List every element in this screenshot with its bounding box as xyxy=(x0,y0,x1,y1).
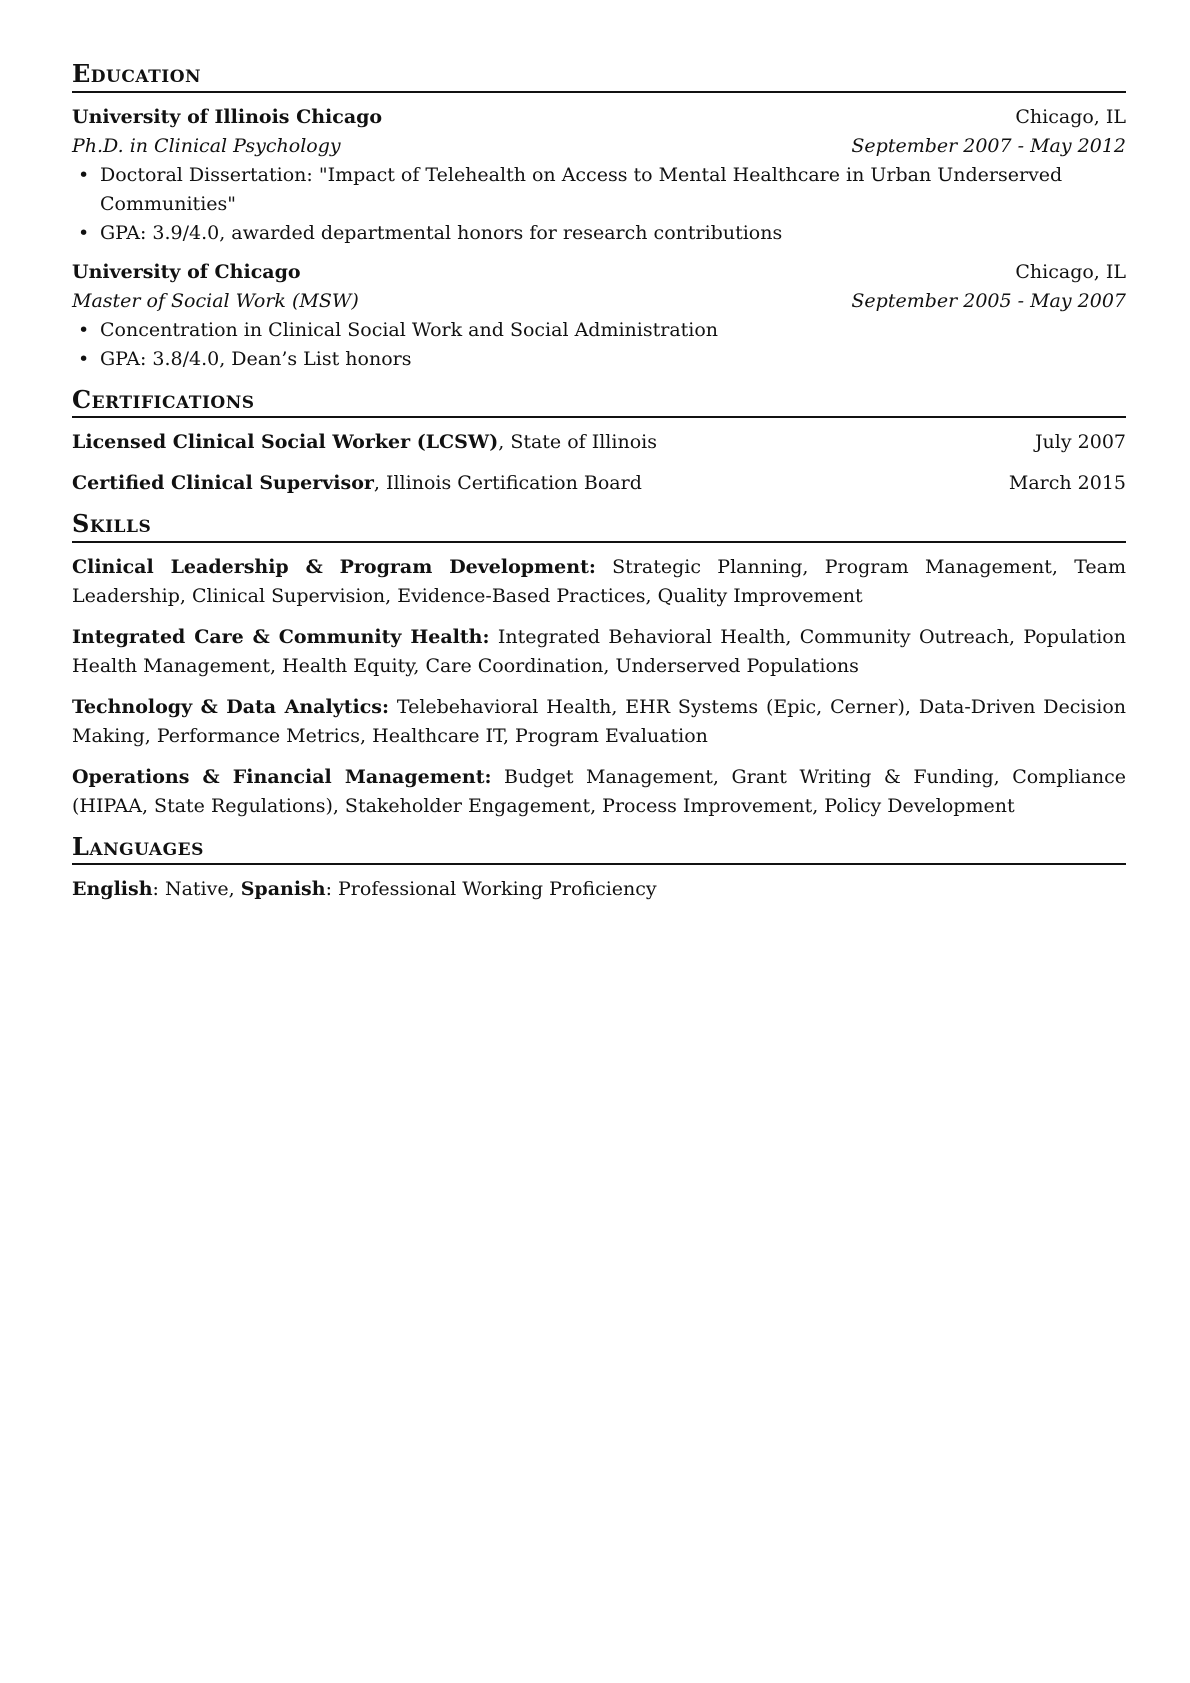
education-bullets xyxy=(72,161,1126,248)
skill-group-label: Integrated Care & Community Health: xyxy=(72,625,490,648)
skill-group xyxy=(72,693,1126,751)
skill-group-label: Clinical Leadership & Program Development: xyxy=(72,555,596,578)
list-item: • GPA: 3.8/4.0, Dean’s List honors xyxy=(100,345,1126,374)
certification-date: July 2007 xyxy=(1034,431,1126,454)
certification-row xyxy=(72,469,1126,498)
skill-group xyxy=(72,623,1126,681)
education-section xyxy=(72,60,1126,374)
skill-group-label: Technology & Data Analytics: xyxy=(72,695,389,718)
language-level: : Native, xyxy=(152,878,241,901)
institution-name: University of Illinois Chicago xyxy=(72,105,383,128)
institution-location: Chicago, IL xyxy=(1015,105,1126,128)
list-item: • Concentration in Clinical Social Work and Social Administration xyxy=(100,316,1126,345)
education-degree-row xyxy=(72,132,1126,161)
education-entry xyxy=(72,103,1126,248)
institution-location: Chicago, IL xyxy=(1015,260,1126,283)
section-title-certifications: Certifications xyxy=(72,386,1126,419)
education-header-row xyxy=(72,103,1126,132)
skill-group-text: Telebehavioral Health, EHR Systems (Epic, Cerner), Data-Driven Decision Making, Performance Metrics, Healthcare IT, Program Evaluation xyxy=(72,695,1126,747)
skill-group xyxy=(72,763,1126,821)
skill-group xyxy=(72,553,1126,611)
section-title-education: Education xyxy=(72,60,1126,93)
certification-name: Licensed Clinical Social Worker (LCSW) xyxy=(72,431,499,454)
education-entry xyxy=(72,258,1126,374)
degree-name: Ph.D. in Clinical Psychology xyxy=(72,134,341,157)
languages-section xyxy=(72,833,1126,905)
institution-name: University of Chicago xyxy=(72,260,301,283)
skills-section xyxy=(72,510,1126,821)
language-name: English xyxy=(72,878,153,901)
education-bullets xyxy=(72,316,1126,374)
education-degree-row xyxy=(72,287,1126,316)
degree-name: Master of Social Work (MSW) xyxy=(72,289,359,312)
certifications-section xyxy=(72,386,1126,499)
language-level: : Professional Working Proficiency xyxy=(325,878,657,901)
skill-group-text: Strategic Planning, Program Management, Team Leadership, Clinical Supervision, Evidence-Based Practices, Quality Improvement xyxy=(72,555,1126,607)
section-title-languages: Languages xyxy=(72,833,1126,866)
degree-dates: September 2007 - May 2012 xyxy=(851,134,1126,157)
list-item: • GPA: 3.9/4.0, awarded departmental honors for research contributions xyxy=(100,219,1126,248)
degree-dates: September 2005 - May 2007 xyxy=(851,289,1126,312)
certification-name: Certified Clinical Supervisor xyxy=(72,472,374,495)
languages-line xyxy=(72,875,1126,904)
skill-group-label: Operations & Financial Management: xyxy=(72,765,492,788)
certification-issuer: , State of Illinois xyxy=(498,431,657,454)
certification-row xyxy=(72,428,1126,457)
certification-date: March 2015 xyxy=(1008,472,1126,495)
language-name: Spanish xyxy=(240,878,326,901)
certification-issuer: , Illinois Certification Board xyxy=(373,472,642,495)
resume-page xyxy=(72,60,1126,916)
skill-group-text: Integrated Behavioral Health, Community Outreach, Population Health Management, Health Equity, Care Coordination, Underserved Populations xyxy=(72,625,1126,677)
list-item: • Doctoral Dissertation: "Impact of Telehealth on Access to Mental Healthcare in Urban Underserved Communities" xyxy=(100,161,1126,219)
section-title-skills: Skills xyxy=(72,510,1126,543)
skill-group-text: Budget Management, Grant Writing & Funding, Compliance (HIPAA, State Regulations), Stakeholder Engagement, Process Improvement, Policy Development xyxy=(72,765,1126,817)
education-header-row xyxy=(72,258,1126,287)
